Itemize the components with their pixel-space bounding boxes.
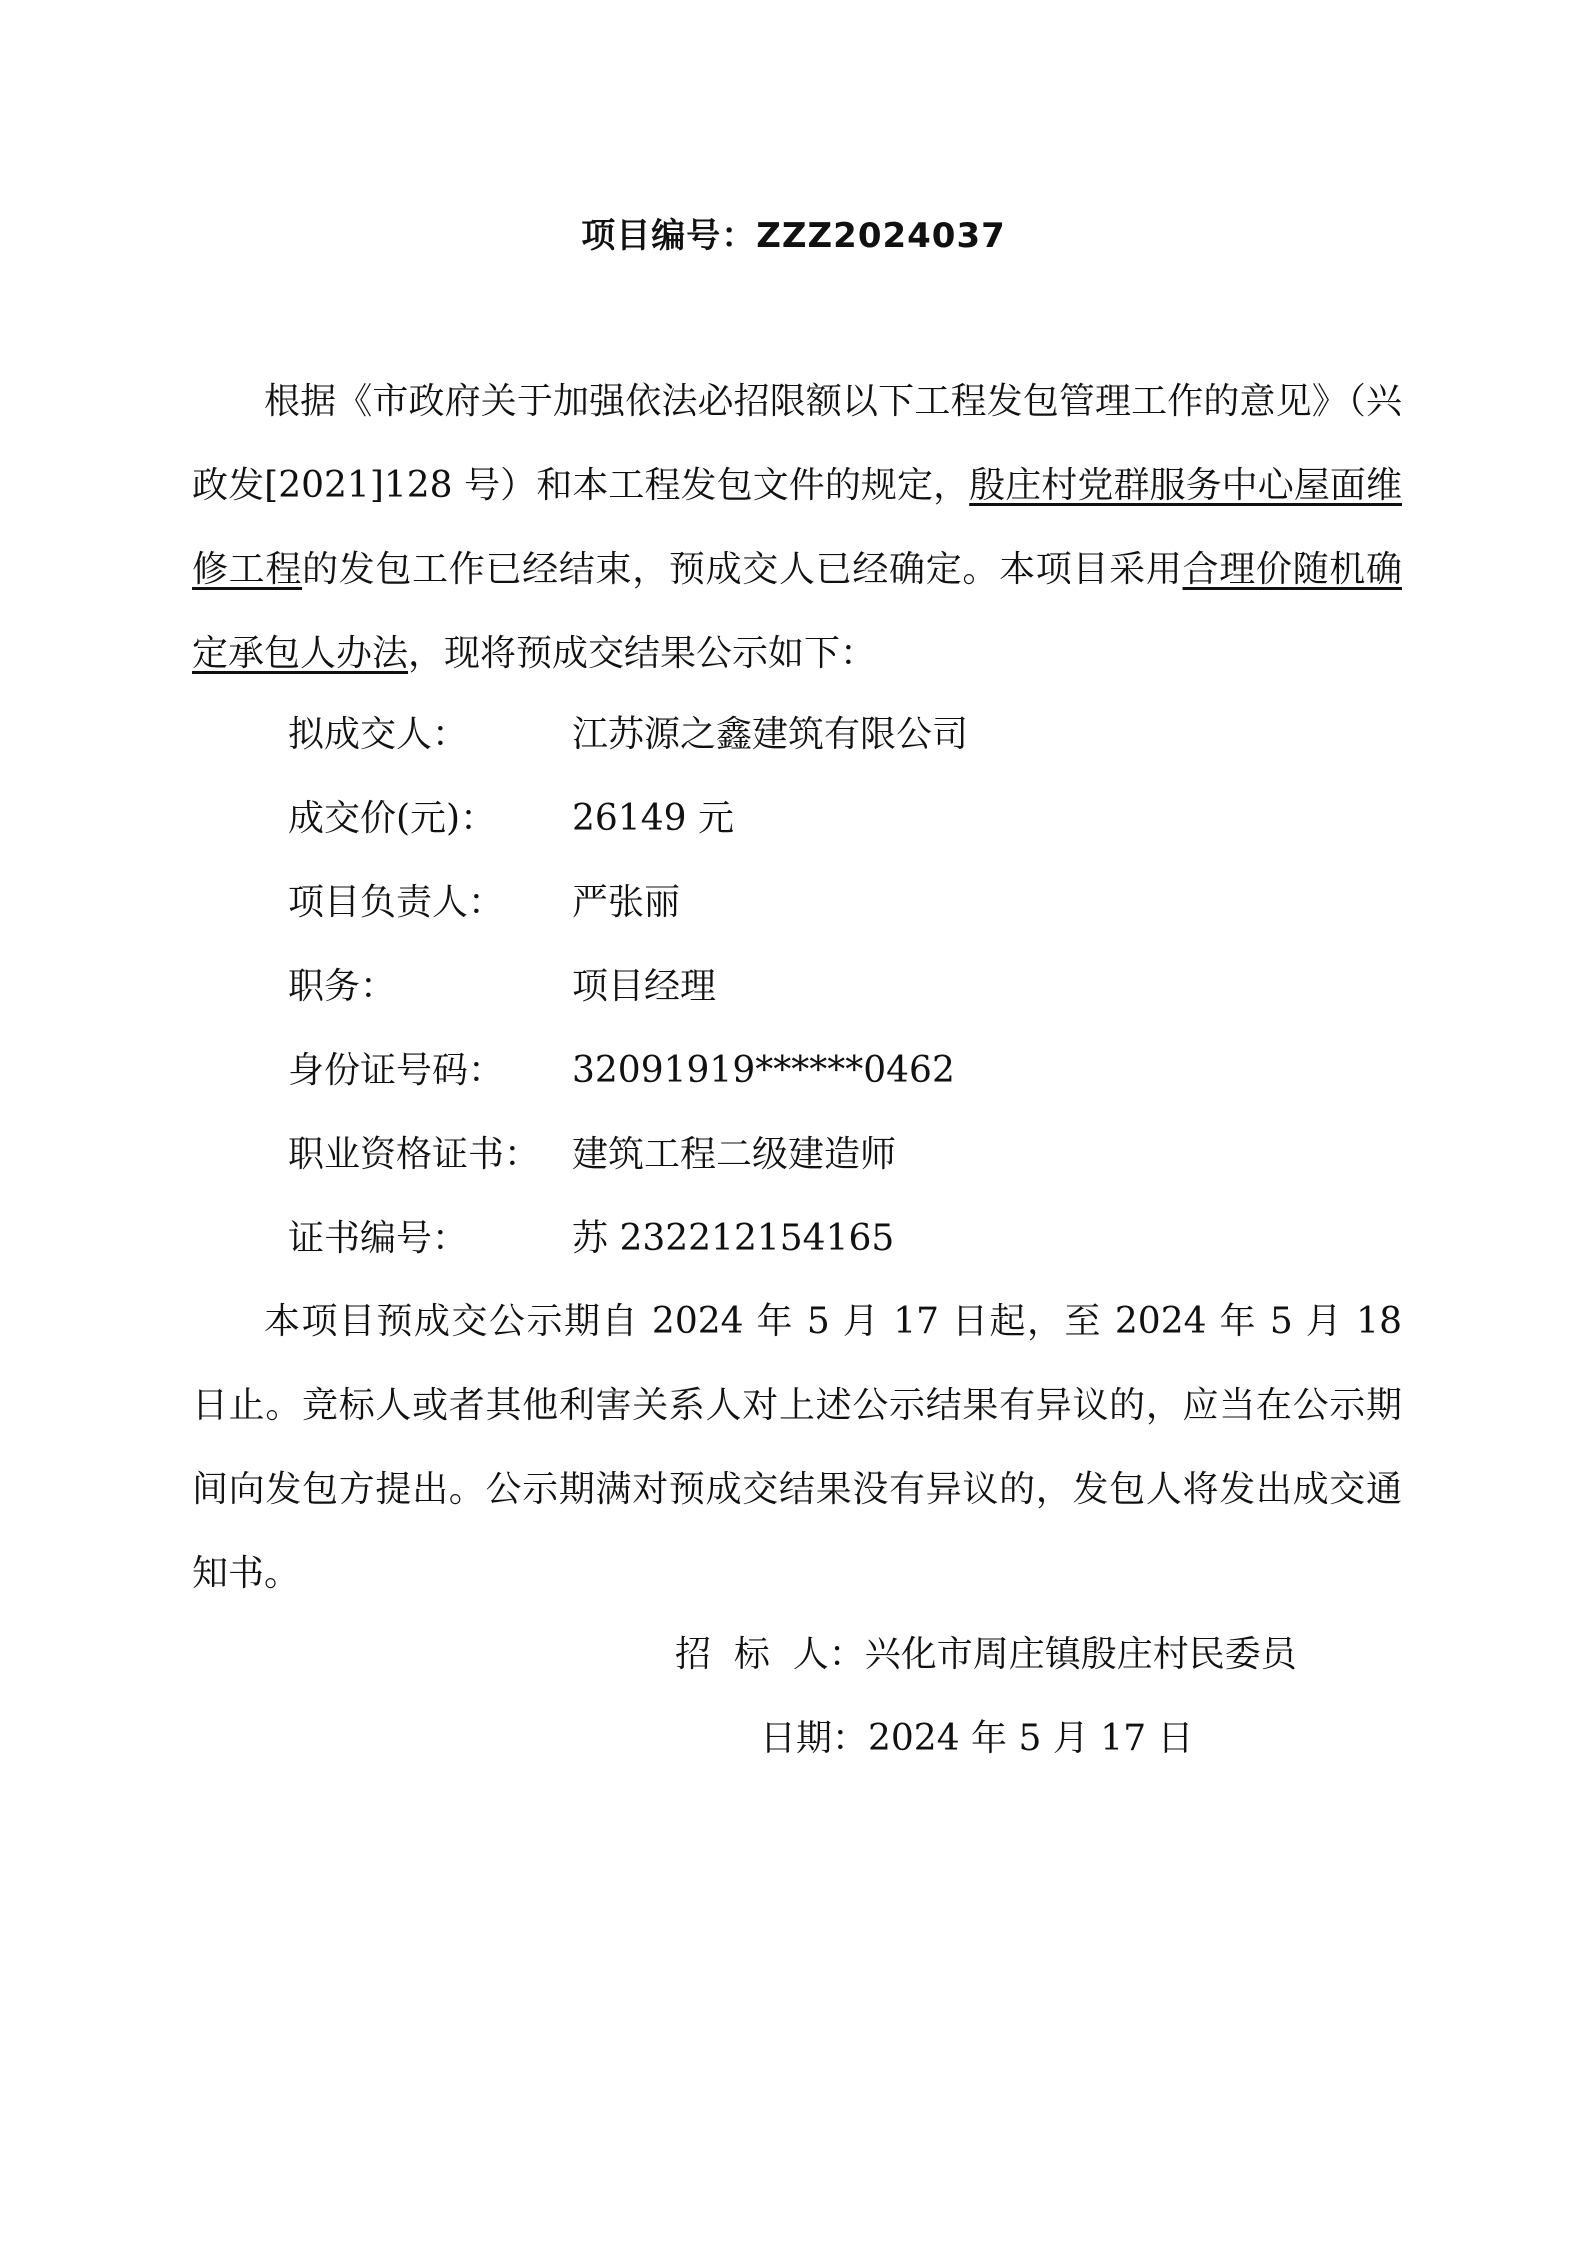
field-value: 26149 元 [572, 798, 734, 839]
field-value: 苏 232212154165 [572, 1218, 895, 1259]
field-value: 江苏源之鑫建筑有限公司 [572, 714, 969, 755]
signature-date: 日期：2024 年 5 月 17 日 [760, 1718, 1194, 1759]
field-label: 拟成交人： [288, 714, 469, 755]
field-label: 证书编号： [288, 1218, 469, 1259]
field-value: 项目经理 [572, 966, 717, 1007]
field-label: 身份证号码： [288, 1050, 505, 1091]
notice-paragraph: 本项目预成交公示期自 2024 年 5 月 17 日起，至 2024 年 5 月 18 日止。竞标人或者其他利害关系人对上述公示结果有异议的，应当在公示期间向发包方提出。公示期满对预成交结果没有异议的，发包人将发出成交通知书。 [192, 1301, 1402, 1594]
field-label: 职业资格证书： [288, 1134, 541, 1175]
field-value: 严张丽 [572, 882, 681, 923]
project-name: 殷庄村党群服务中心屋面维修工程 [192, 465, 1402, 590]
field-value: 32091919******0462 [572, 1050, 955, 1091]
selection-method: 合理价随机确定承包人办法 [192, 549, 1402, 674]
intro-text-1: 根据《市政府关于加强依法必招限额以下工程发包管理工作的意见》（兴政发[2021]128 号）和本工程发包文件的规定， [192, 381, 1402, 506]
project-number-title: 项目编号：ZZZ2024037 [581, 216, 1006, 256]
intro-text-3: ，现将预成交结果公示如下： [408, 633, 877, 674]
field-label: 项目负责人： [288, 882, 505, 923]
intro-paragraph [192, 360, 1402, 696]
tenderer-signature: 招 标 人：兴化市周庄镇殷庄村民委员 [675, 1634, 1297, 1675]
intro-text-2: 的发包工作已经结束，预成交人已经确定。本项目采用 [302, 549, 1183, 590]
field-label: 成交价(元)： [288, 798, 497, 839]
field-label: 职务： [288, 966, 397, 1007]
field-value: 建筑工程二级建造师 [572, 1134, 897, 1175]
